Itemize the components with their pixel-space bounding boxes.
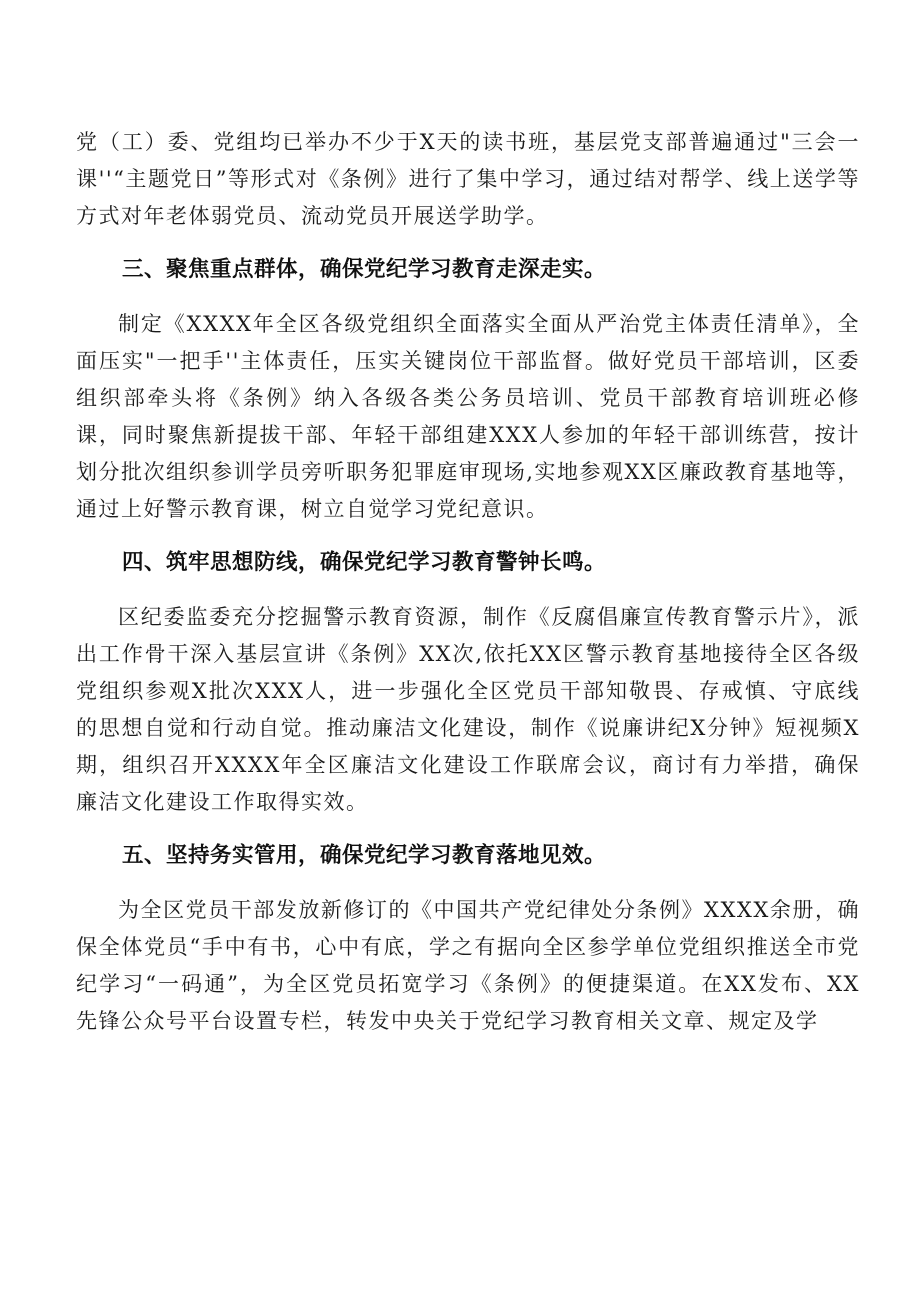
paragraph-reading-class: 党（工）委、党组均已举办不少于X天的读书班，基层党支部普遍通过"三会一课''“主题党日”等形式对《条例》进行了集中学习，通过结对帮学、线上送学等方式对年老体弱党员、流动党员开展送学助学。: [76, 130, 860, 228]
paragraph-regulation-distribution: 为全区党员干部发放新修订的《中国共产党纪律处分条例》XXXX余册，确保全体党员“手中有书，心中有底，学之有据向全区参学单位党组织推送全市党纪学习“一码通”，为全区党员拓宽学习《条例》的便捷渠道。在XX发布、XX先锋公众号平台设置专栏，转发中央关于党纪学习教育相关文章、规定及学: [76, 898, 860, 1033]
heading-section-four: 四、筑牢思想防线，确保党纪学习教育警钟长鸣。: [122, 550, 607, 575]
document-page: [76, 124, 860, 1040]
paragraph-responsibility-list: 制定《XXXX年全区各级党组织全面落实全面从严治党主体责任清单》，全面压实"一把手''主体责任，压实关键岗位干部监督。做好党员干部培训，区委组织部牵头将《条例》纳入各级各类公务员培训、党员干部教育培训班必修课，同时聚焦新提拔干部、年轻干部组建XXX人参加的年轻干部训练营，按计划分批次组织参训学员旁听职务犯罪庭审现场,实地参观XX区廉政教育基地等，通过上好警示教育课，树立自觉学习党纪意识。: [76, 312, 860, 521]
heading-section-five: 五、坚持务实管用，确保党纪学习教育落地见效。: [122, 843, 607, 868]
heading-section-three: 三、聚焦重点群体，确保党纪学习教育走深走实。: [122, 257, 607, 282]
paragraph-warning-education: 区纪委监委充分挖掘警示教育资源，制作《反腐倡廉宣传教育警示片》，派出工作骨干深入基层宣讲《条例》XX次,依托XX区警示教育基地接待全区各级党组织参观X批次XXX人，进一步强化全区党员干部知敬畏、存戒慎、守底线的思想自觉和行动自觉。推动廉洁文化建设，制作《说廉讲纪X分钟》短视频X期，组织召开XXXX年全区廉洁文化建设工作联席会议，商讨有力举措，确保廉洁文化建设工作取得实效。: [76, 605, 860, 814]
